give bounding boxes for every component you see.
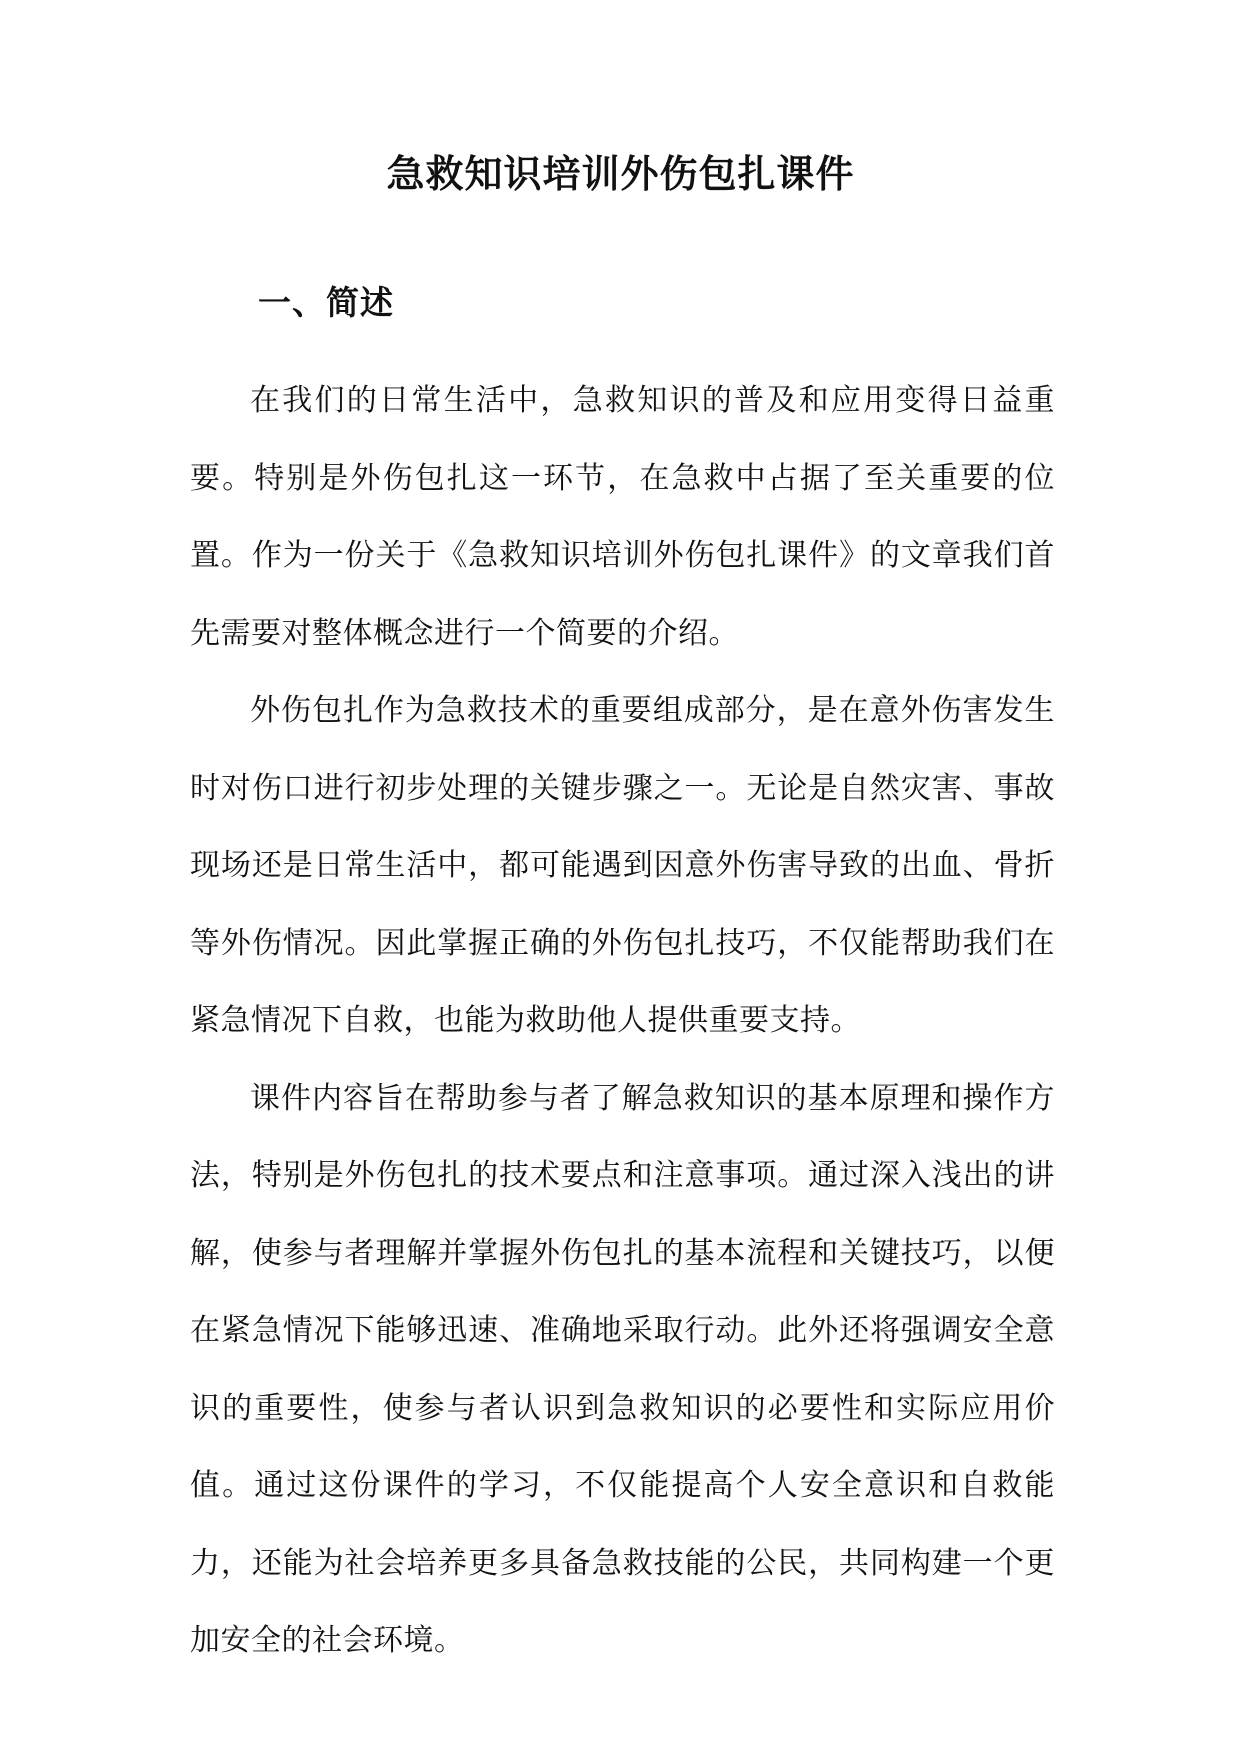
document-title: 急救知识培训外伤包扎课件 [386,151,855,196]
paragraph-3: 课件内容旨在帮助参与者了解急救知识的基本原理和操作方法，特别是外伤包扎的技术要点和注意事项。通过深入浅出的讲解，使参与者理解并掌握外伤包扎的基本流程和关键技巧，以便在紧急情况下能够迅速、准确地采取行动。此外还将强调安全意识的重要性，使参与者认识到急救知识的必要性和实际应用价值。通过这份课件的学习，不仅能提高个人安全意识和自救能力，还能为社会培养更多具备急救技能的公民，共同构建一个更加安全的社会环境。 [190,1080,1055,1658]
section-heading: 一、简述 [258,283,394,322]
paragraph-1: 在我们的日常生活中，急救知识的普及和应用变得日益重要。特别是外伤包扎这一环节，在急救中占据了至关重要的位置。作为一份关于《急救知识培训外伤包扎课件》的文章我们首先需要对整体概念进行一个简要的介绍。 [190,383,1055,651]
paragraph-2: 外伤包扎作为急救技术的重要组成部分，是在意外伤害发生时对伤口进行初步处理的关键步骤之一。无论是自然灾害、事故现场还是日常生活中，都可能遇到因意外伤害导致的出血、骨折等外伤情况。因此掌握正确的外伤包扎技巧，不仅能帮助我们在紧急情况下自救，也能为救助他人提供重要支持。 [190,693,1055,1038]
section-body [190,362,1055,1680]
